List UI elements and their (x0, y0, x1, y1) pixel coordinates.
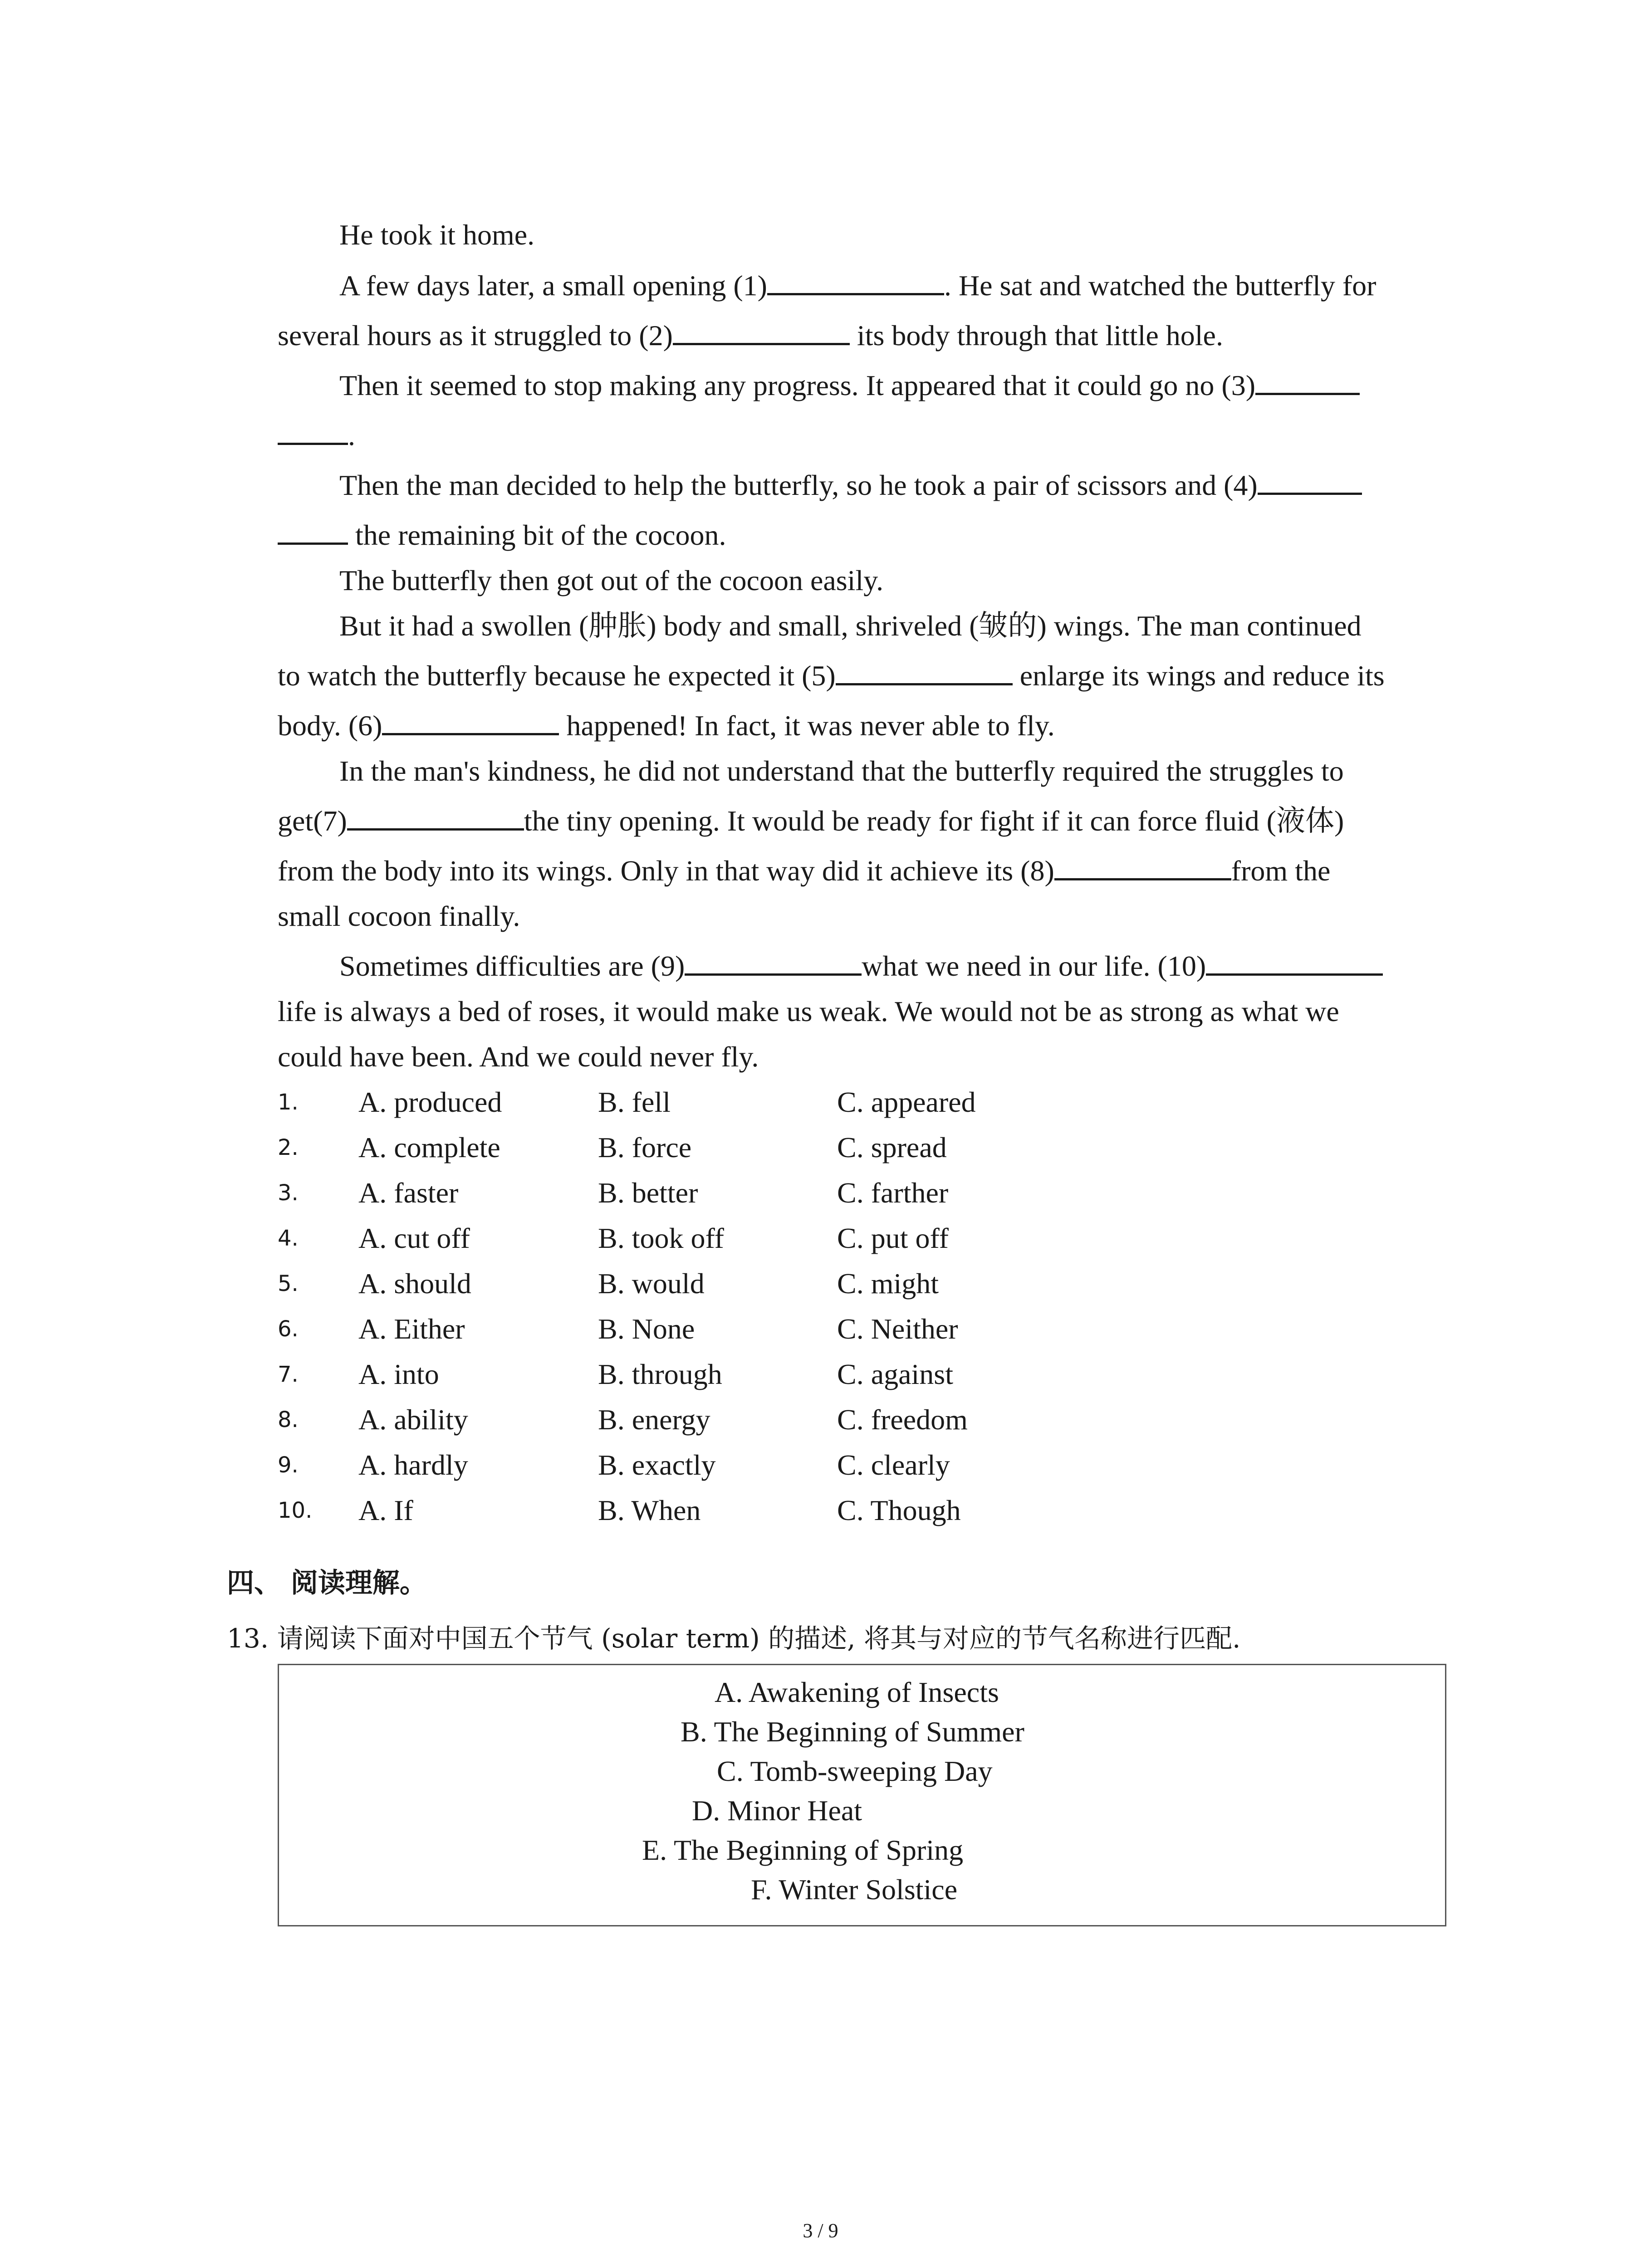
passage-line: the remaining bit of the cocoon. (278, 517, 726, 553)
passage-line: life is always a bed of roses, it would make us weak. We would not be as strong as what we (278, 995, 1339, 1027)
passage-line: Sometimes difficulties are (9) what we need in our life. (10) (339, 948, 1383, 984)
term-item: C. Tomb-sweeping Day (717, 1755, 993, 1787)
option-b: B. through (598, 1358, 722, 1390)
option-a: A. produced (358, 1086, 502, 1118)
option-row (0, 1492, 1641, 1529)
question-number: 9. (278, 1452, 299, 1478)
option-b: B. None (598, 1313, 695, 1345)
passage-line: to watch the butterfly because he expected it (5) enlarge its wings and reduce its (278, 658, 1385, 694)
option-a: A. complete (358, 1131, 500, 1163)
passage-line: get(7) the tiny opening. It would be ready for fight if it can force fluid (液体) (278, 803, 1344, 839)
blank-9 (685, 948, 862, 976)
passage-line: He took it home. (339, 219, 535, 251)
passage-line: The butterfly then got out of the cocoon easily. (339, 564, 884, 596)
blank-2 (673, 318, 850, 345)
question-number: 10. (278, 1498, 313, 1523)
passage-line: Then it seemed to stop making any progress. It appeared that it could go no (3) (339, 367, 1360, 404)
question-number: 2. (278, 1135, 299, 1160)
blank-7 (347, 803, 524, 831)
solar-terms-box (278, 1664, 1446, 1926)
option-row (0, 1266, 1641, 1302)
question-number: 3. (278, 1180, 299, 1206)
blank-3-cont (278, 417, 348, 445)
option-c: C. might (837, 1267, 939, 1300)
blank-4-cont (278, 517, 348, 545)
blank-3 (1255, 367, 1360, 395)
question-number: 1. (278, 1090, 299, 1115)
blank-8 (1054, 853, 1231, 880)
term-item: F. Winter Solstice (751, 1873, 958, 1906)
option-row (0, 1129, 1641, 1166)
term-item: D. Minor Heat (692, 1794, 862, 1827)
option-a: A. into (358, 1358, 439, 1390)
question-13-prompt: 13. 请阅读下面对中国五个节气 (solar term) 的描述, 将其与对应的节气名称进行匹配. (227, 1623, 1241, 1654)
option-a: A. hardly (358, 1449, 468, 1481)
section-title: 四、 阅读理解。 (227, 1567, 427, 1599)
option-a: A. faster (358, 1177, 459, 1209)
option-row (0, 1175, 1641, 1211)
passage-line: from the body into its wings. Only in that way did it achieve its (8) from the (278, 853, 1330, 889)
option-c: C. against (837, 1358, 953, 1390)
passage-line: several hours as it struggled to (2) its body through that little hole. (278, 318, 1223, 354)
passage-line: body. (6) happened! In fact, it was never able to fly. (278, 708, 1055, 744)
passage-line: But it had a swollen (肿胀) body and small, shriveled (皱的) wings. The man continued (339, 610, 1362, 642)
option-a: A. should (358, 1267, 471, 1300)
option-a: A. Either (358, 1313, 465, 1345)
passage-line: could have been. And we could never fly. (278, 1041, 759, 1073)
blank-1 (767, 268, 944, 295)
blank-5 (836, 658, 1013, 685)
passage-line: . (278, 417, 355, 454)
passage-line: small cocoon finally. (278, 900, 520, 932)
option-c: C. freedom (837, 1403, 968, 1436)
option-c: C. spread (837, 1131, 947, 1163)
question-number: 7. (278, 1362, 299, 1387)
option-c: C. appeared (837, 1086, 976, 1118)
page-number: 3 / 9 (803, 2219, 838, 2242)
option-b: B. fell (598, 1086, 671, 1118)
option-b: B. took off (598, 1222, 724, 1254)
blank-6 (382, 708, 559, 735)
option-b: B. would (598, 1267, 705, 1300)
option-row (0, 1447, 1641, 1483)
option-a: A. cut off (358, 1222, 470, 1254)
option-row (0, 1311, 1641, 1347)
question-number: 5. (278, 1271, 299, 1296)
option-row (0, 1356, 1641, 1393)
option-row (0, 1084, 1641, 1120)
option-b: B. When (598, 1494, 701, 1526)
blank-10 (1206, 948, 1383, 976)
passage-line: Then the man decided to help the butterfly, so he took a pair of scissors and (4) (339, 467, 1362, 503)
term-item: A. Awakening of Insects (715, 1676, 999, 1708)
term-item: E. The Beginning of Spring (642, 1834, 964, 1866)
option-c: C. Though (837, 1494, 961, 1526)
option-a: A. ability (358, 1403, 468, 1436)
passage-line: A few days later, a small opening (1) . He sat and watched the butterfly for (339, 268, 1376, 304)
question-number: 8. (278, 1407, 299, 1432)
option-b: B. energy (598, 1403, 710, 1436)
question-number: 4. (278, 1226, 299, 1251)
option-row (0, 1220, 1641, 1256)
option-c: C. clearly (837, 1449, 950, 1481)
option-a: A. If (358, 1494, 413, 1526)
option-b: B. exactly (598, 1449, 716, 1481)
question-number: 6. (278, 1316, 299, 1342)
option-c: C. farther (837, 1177, 949, 1209)
blank-4 (1258, 467, 1362, 495)
passage-line: In the man's kindness, he did not understand that the butterfly required the struggles to (339, 755, 1344, 787)
option-c: C. Neither (837, 1313, 958, 1345)
term-item: B. The Beginning of Summer (681, 1716, 1024, 1748)
option-b: B. better (598, 1177, 698, 1209)
option-b: B. force (598, 1131, 692, 1163)
option-c: C. put off (837, 1222, 949, 1254)
option-row (0, 1402, 1641, 1438)
